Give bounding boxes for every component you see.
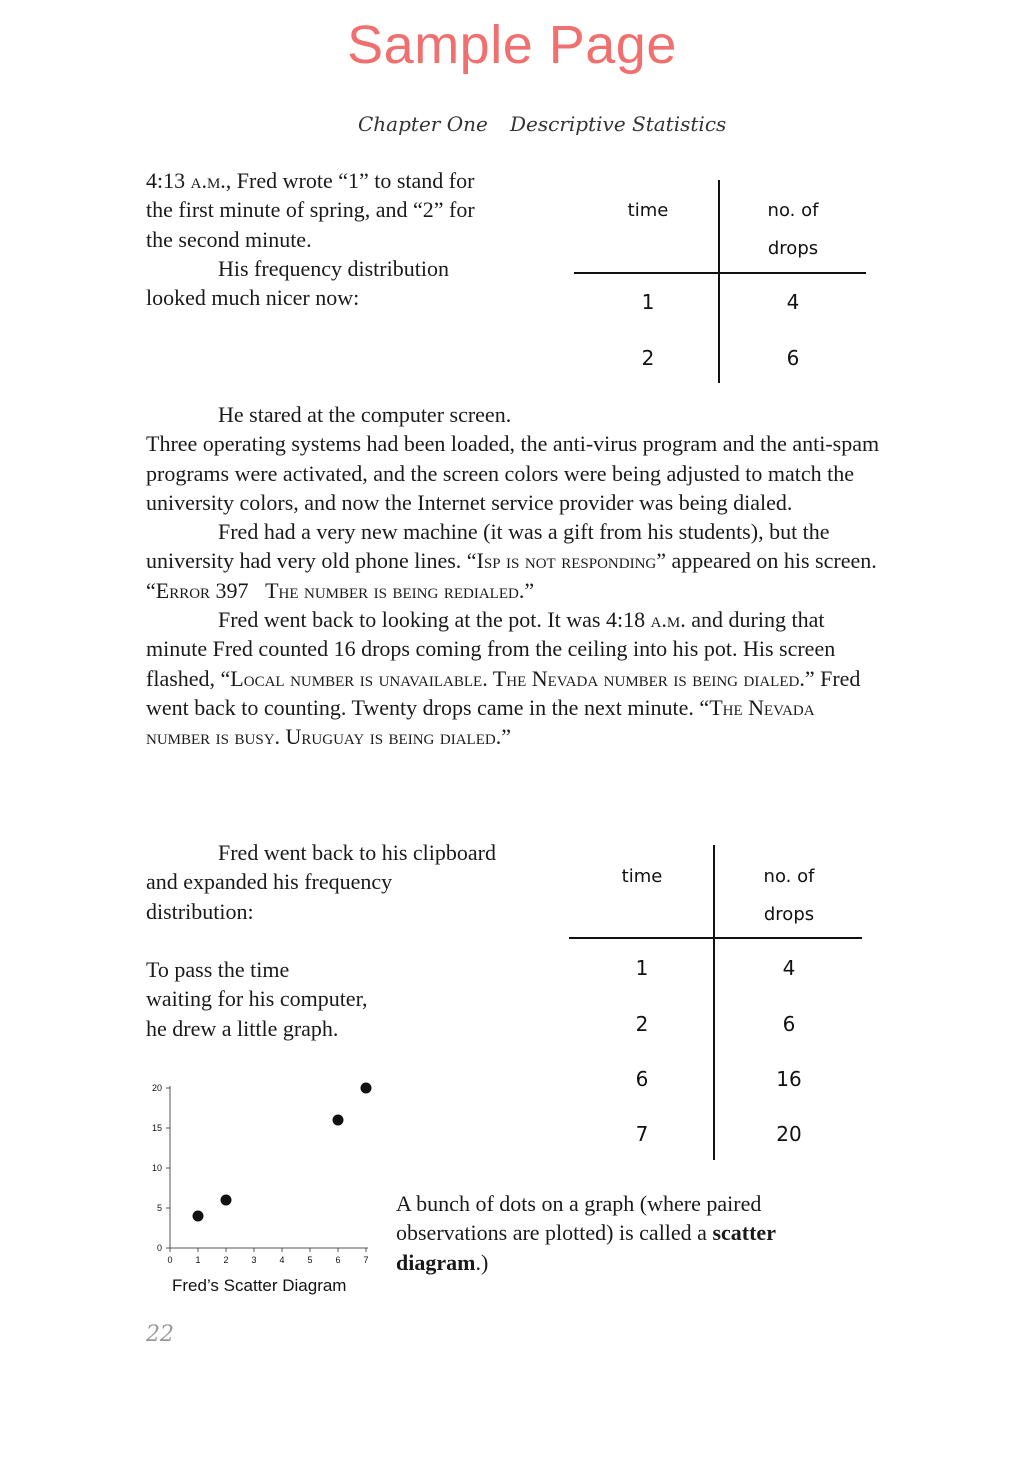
text-sc: a.m.	[650, 607, 686, 633]
x-tick-label: 5	[307, 1255, 313, 1265]
text	[249, 578, 266, 603]
table-cell-drops: 16	[776, 1067, 802, 1091]
table-cell-time: 2	[641, 346, 655, 370]
text: looked much nicer now:	[146, 285, 360, 311]
x-tick-label: 7	[363, 1255, 369, 1265]
running-head-section: Descriptive Statistics	[510, 112, 727, 136]
text: .)	[475, 1249, 489, 1275]
text: , Fred wrote “1” to stand for	[225, 168, 475, 193]
text-sc: a.m.	[190, 168, 226, 193]
text: Fred had a very new machine (it was a gift from his students), but the university had very old phone lines. “	[146, 519, 830, 574]
table-header-drops-line2: drops	[767, 238, 819, 259]
table-cell-drops: 20	[776, 1122, 802, 1146]
data-point	[221, 1195, 232, 1206]
data-point	[193, 1211, 204, 1222]
term-scatter-diagram: scatter diagram	[396, 1220, 776, 1275]
text: and expanded his frequency	[146, 869, 393, 895]
text: the first minute of spring, and “2” for	[146, 197, 475, 223]
data-point	[333, 1115, 344, 1126]
page-number: 22	[146, 1322, 174, 1347]
text: and during that minute Fred counted 16 drops coming from the ceiling into his pot. His screen flashed, “	[146, 607, 836, 691]
text: To pass the time	[146, 957, 290, 982]
x-tick-label: 0	[167, 1255, 173, 1265]
text: Fred went back to his clipboard	[218, 840, 496, 865]
text-sc: Error 397	[155, 577, 249, 603]
text: .” Fred went back to counting. Twenty drops came in the next minute. “	[146, 665, 861, 720]
table-header-drops-line2: drops	[763, 904, 815, 925]
text-sc: Isp is not responding	[476, 548, 657, 574]
paragraph-clipboard	[146, 838, 546, 926]
text: .”	[518, 577, 535, 603]
y-tick-label: 5	[156, 1203, 162, 1213]
table-header-drops-line1: no. of	[767, 200, 819, 221]
main-text	[146, 400, 882, 752]
x-tick-label: 2	[223, 1255, 229, 1265]
text: waiting for his computer,	[146, 986, 368, 1012]
paragraph-graph	[146, 955, 446, 1043]
text: His frequency distribution	[218, 255, 449, 281]
table-cell-drops: 6	[786, 346, 800, 370]
table-header-time: time	[621, 866, 663, 887]
paragraph-definition	[396, 1189, 836, 1277]
text: Three operating systems had been loaded, the anti-virus program and the anti-spam programs were activated, and the screen colors were being adjusted to match the university colors, and now the Internet service provider was being dialed.	[146, 431, 880, 515]
text: distribution:	[146, 898, 254, 924]
table-vertical-rule	[718, 180, 720, 383]
table-header-drops-line1: no. of	[763, 866, 815, 887]
table-cell-time: 7	[635, 1122, 649, 1146]
text-sc: The Nevada number is busy. Uruguay is being dialed	[146, 694, 815, 750]
running-head-chapter: Chapter One	[358, 112, 488, 136]
text: A bunch of dots on a graph (where paired observations are plotted) is called a	[396, 1191, 762, 1246]
y-tick-label: 0	[156, 1243, 162, 1253]
x-tick-label: 1	[195, 1255, 201, 1265]
table-cell-drops: 4	[782, 956, 796, 980]
x-tick-label: 4	[279, 1255, 285, 1265]
table-cell-time: 6	[635, 1067, 649, 1091]
table-cell-time: 1	[641, 290, 655, 314]
text: ” appeared on his screen. “	[146, 548, 877, 603]
table-header-time: time	[627, 200, 669, 221]
paragraph-intro	[146, 166, 546, 312]
scatter-diagram	[140, 1075, 380, 1275]
x-tick-label: 6	[335, 1255, 341, 1265]
text-sc: Local number is unavailable. The Nevada number is being dialed	[230, 665, 800, 691]
y-tick-label: 20	[151, 1083, 162, 1093]
text: he drew a little graph.	[146, 1015, 339, 1041]
text: He stared at the computer screen.	[218, 402, 512, 427]
sample-page-watermark: Sample Page	[347, 15, 677, 75]
table-horizontal-rule	[569, 937, 862, 939]
x-tick-label: 3	[251, 1255, 257, 1265]
y-tick-label: 10	[151, 1163, 162, 1173]
text: .”	[495, 724, 511, 750]
table-cell-time: 1	[635, 956, 649, 980]
text-sc: The number is being redialed	[265, 577, 519, 603]
table-cell-time: 2	[635, 1012, 649, 1036]
data-point	[361, 1083, 372, 1094]
scatter-caption: Fred’s Scatter Diagram	[172, 1276, 347, 1295]
table-horizontal-rule	[574, 272, 866, 274]
text: Fred went back to looking at the pot. It was 4:18	[218, 607, 651, 633]
text: the second minute.	[146, 226, 312, 252]
y-tick-label: 15	[151, 1123, 162, 1133]
table-cell-drops: 4	[786, 290, 800, 314]
text: 4:13	[146, 168, 191, 193]
table-vertical-rule	[713, 845, 715, 1160]
table-cell-drops: 6	[782, 1012, 796, 1036]
